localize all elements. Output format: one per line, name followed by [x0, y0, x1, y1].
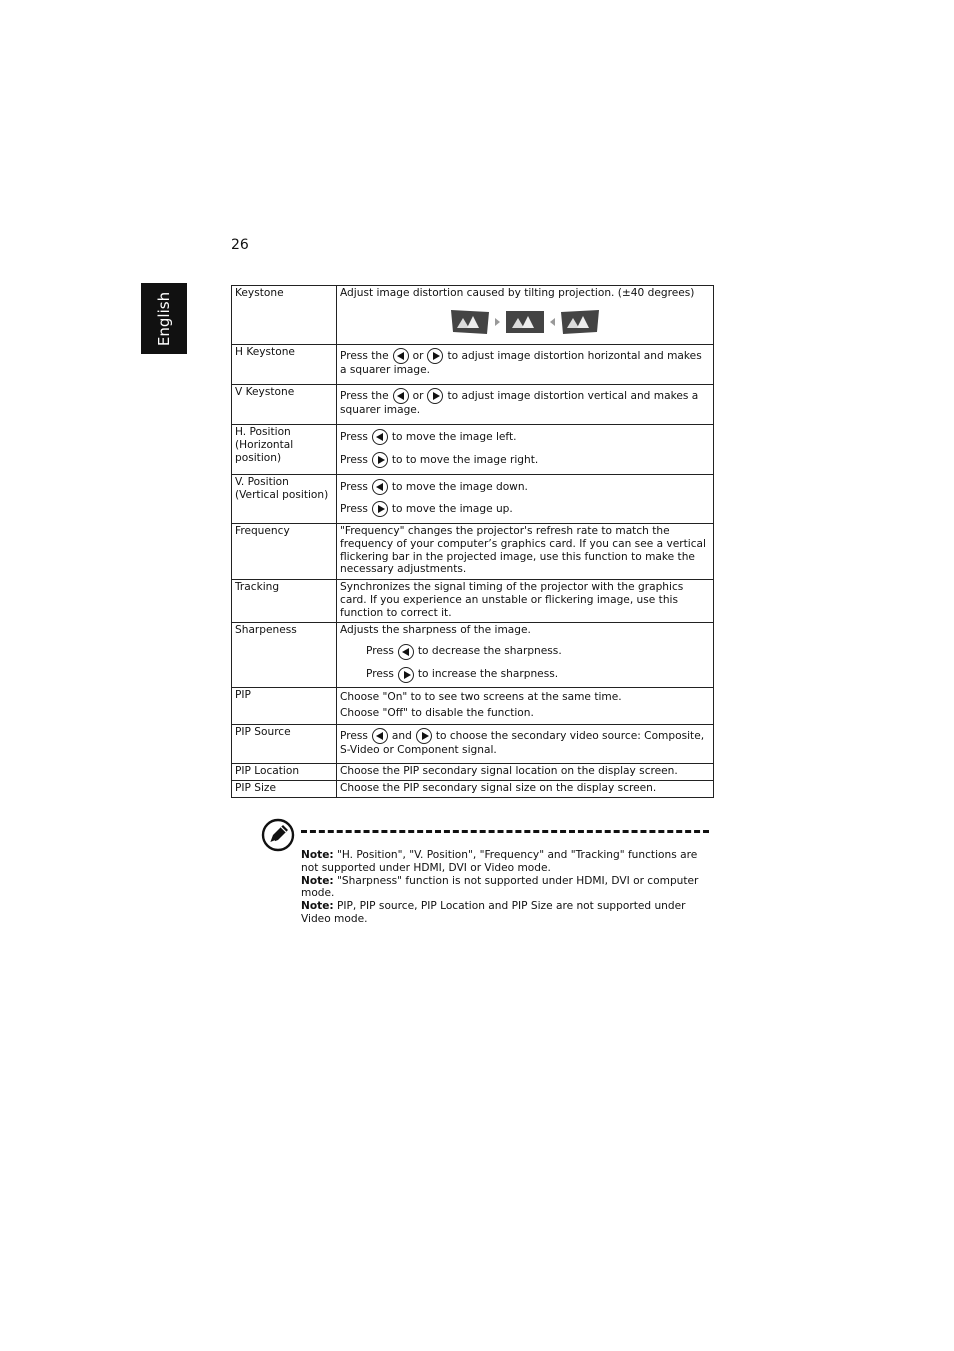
v-keystone-post: to adjust image distortion vertical and makes a	[447, 389, 699, 402]
table-row	[232, 524, 714, 580]
table-row	[232, 781, 714, 798]
left-arrow-button-icon	[372, 479, 388, 495]
sharpness-line2-post: to increase the sharpness.	[417, 668, 559, 681]
row-desc-pip-size: Choose the PIP secondary signal size on the display screen.	[337, 781, 714, 798]
table-row	[232, 623, 714, 688]
table-row	[232, 385, 714, 425]
sharpness-line1-pre: Press	[366, 645, 394, 658]
pip-source-pre: Press	[340, 729, 368, 742]
row-label-v-keystone: V Keystone	[232, 385, 337, 425]
keystone-thumbnail-icon	[449, 308, 491, 336]
note-label: Note:	[301, 849, 334, 861]
row-desc-frequency: "Frequency" changes the projector's refresh rate to match the frequency of your computer’s graphics card. If you can see a vertical flickering bar in the projected image, use this function to make the necessary adjustments.	[337, 524, 714, 580]
row-desc-pip-location: Choose the PIP secondary signal location on the display screen.	[337, 764, 714, 781]
left-arrow-button-icon	[398, 644, 414, 660]
row-label-pip-size: PIP Size	[232, 781, 337, 798]
v-keystone-cont: squarer image.	[340, 404, 421, 416]
v-position-line2-pre: Press	[340, 502, 368, 515]
row-desc-pip	[337, 688, 714, 725]
right-arrow-button-icon	[427, 348, 443, 364]
table-row	[232, 475, 714, 524]
row-desc-h-position	[337, 425, 714, 475]
table-row	[232, 688, 714, 725]
row-label-keystone: Keystone	[232, 286, 337, 345]
left-arrow-button-icon	[393, 348, 409, 364]
sharpness-text: Adjusts the sharpness of the image.	[340, 624, 531, 636]
row-desc-sharpness	[337, 623, 714, 688]
row-label-pip: PIP	[232, 688, 337, 725]
note-2	[301, 875, 701, 901]
h-position-line1-pre: Press	[340, 430, 368, 443]
note-pen-icon	[261, 818, 295, 852]
table-row	[232, 580, 714, 623]
pip-line1: Choose "On" to to see two screens at the same time.	[340, 691, 622, 703]
note-label: Note:	[301, 874, 334, 887]
row-desc-v-position	[337, 475, 714, 524]
row-desc-h-keystone	[337, 345, 714, 385]
h-position-line2-pre: Press	[340, 453, 368, 466]
row-desc-keystone	[337, 286, 714, 345]
note-3-text: PIP, PIP source, PIP Location and PIP Size are not supported under Video mode.	[301, 900, 686, 925]
right-arrow-button-icon	[372, 501, 388, 517]
h-keystone-cont: a squarer image.	[340, 364, 431, 376]
table-row	[232, 286, 714, 345]
right-arrow-button-icon	[372, 452, 388, 468]
row-desc-tracking: Synchronizes the signal timing of the projector with the graphics card. If you experience an unstable or flickering image, use this function to correct it.	[337, 580, 714, 623]
note-2-text: "Sharpness" function is not supported under HDMI, DVI or computer mode.	[301, 874, 699, 900]
note-3	[301, 900, 701, 926]
pip-source-post: to choose the secondary video source: Composite,	[435, 729, 705, 742]
row-label-v-position: V. Position (Vertical position)	[232, 475, 337, 524]
v-keystone-mid: or	[412, 389, 424, 402]
h-keystone-post: to adjust image distortion horizontal and makes	[447, 349, 702, 362]
note-1	[301, 849, 701, 875]
keystone-text: Adjust image distortion caused by tilting projection. (±40 degrees)	[340, 287, 695, 299]
row-label-h-position: H. Position (Horizontal position)	[232, 425, 337, 475]
sharpness-line1-post: to decrease the sharpness.	[417, 645, 562, 658]
arrow-right-icon	[495, 318, 500, 326]
pip-source-cont: S-Video or Component signal.	[340, 744, 497, 756]
row-label-pip-location: PIP Location	[232, 764, 337, 781]
keystone-thumbnail-icon	[559, 308, 601, 336]
right-arrow-button-icon	[416, 728, 432, 744]
row-label-sharpness: Sharpeness	[232, 623, 337, 688]
row-label-tracking: Tracking	[232, 580, 337, 623]
table-row	[232, 725, 714, 764]
v-position-line2-post: to move the image up.	[391, 502, 513, 515]
page-number: 26	[231, 237, 249, 253]
language-tab	[141, 283, 187, 354]
pip-source-mid: and	[391, 729, 412, 742]
row-label-frequency: Frequency	[232, 524, 337, 580]
row-desc-pip-source	[337, 725, 714, 764]
row-label-h-keystone: H Keystone	[232, 345, 337, 385]
note-1-text: "H. Position", "V. Position", "Frequency" and "Tracking" functions are not supported under HDMI, DVI or Video mode.	[301, 849, 698, 874]
row-desc-v-keystone	[337, 385, 714, 425]
row-label-pip-source: PIP Source	[232, 725, 337, 764]
language-tab-label: English	[155, 291, 174, 346]
note-divider	[301, 830, 709, 833]
note-label: Note:	[301, 900, 334, 913]
left-arrow-button-icon	[393, 388, 409, 404]
v-position-line1-post: to move the image down.	[391, 480, 528, 493]
v-position-line1-pre: Press	[340, 480, 368, 493]
h-keystone-pre: Press the	[340, 349, 389, 362]
pip-line2: Choose "Off" to disable the function.	[340, 706, 534, 719]
left-arrow-button-icon	[372, 429, 388, 445]
keystone-thumbnails	[340, 308, 710, 336]
notes-section	[301, 849, 701, 926]
right-arrow-button-icon	[427, 388, 443, 404]
table-row	[232, 345, 714, 385]
h-position-line2-post: to to move the image right.	[391, 453, 539, 466]
table-row	[232, 764, 714, 781]
keystone-thumbnail-icon	[504, 308, 546, 336]
h-keystone-mid: or	[412, 349, 424, 362]
table-row	[232, 425, 714, 475]
left-arrow-button-icon	[372, 728, 388, 744]
h-position-line1-post: to move the image left.	[391, 430, 517, 443]
arrow-left-icon	[550, 318, 555, 326]
settings-table	[231, 285, 714, 798]
v-keystone-pre: Press the	[340, 389, 389, 402]
sharpness-line2-pre: Press	[366, 668, 394, 681]
right-arrow-button-icon	[398, 667, 414, 683]
